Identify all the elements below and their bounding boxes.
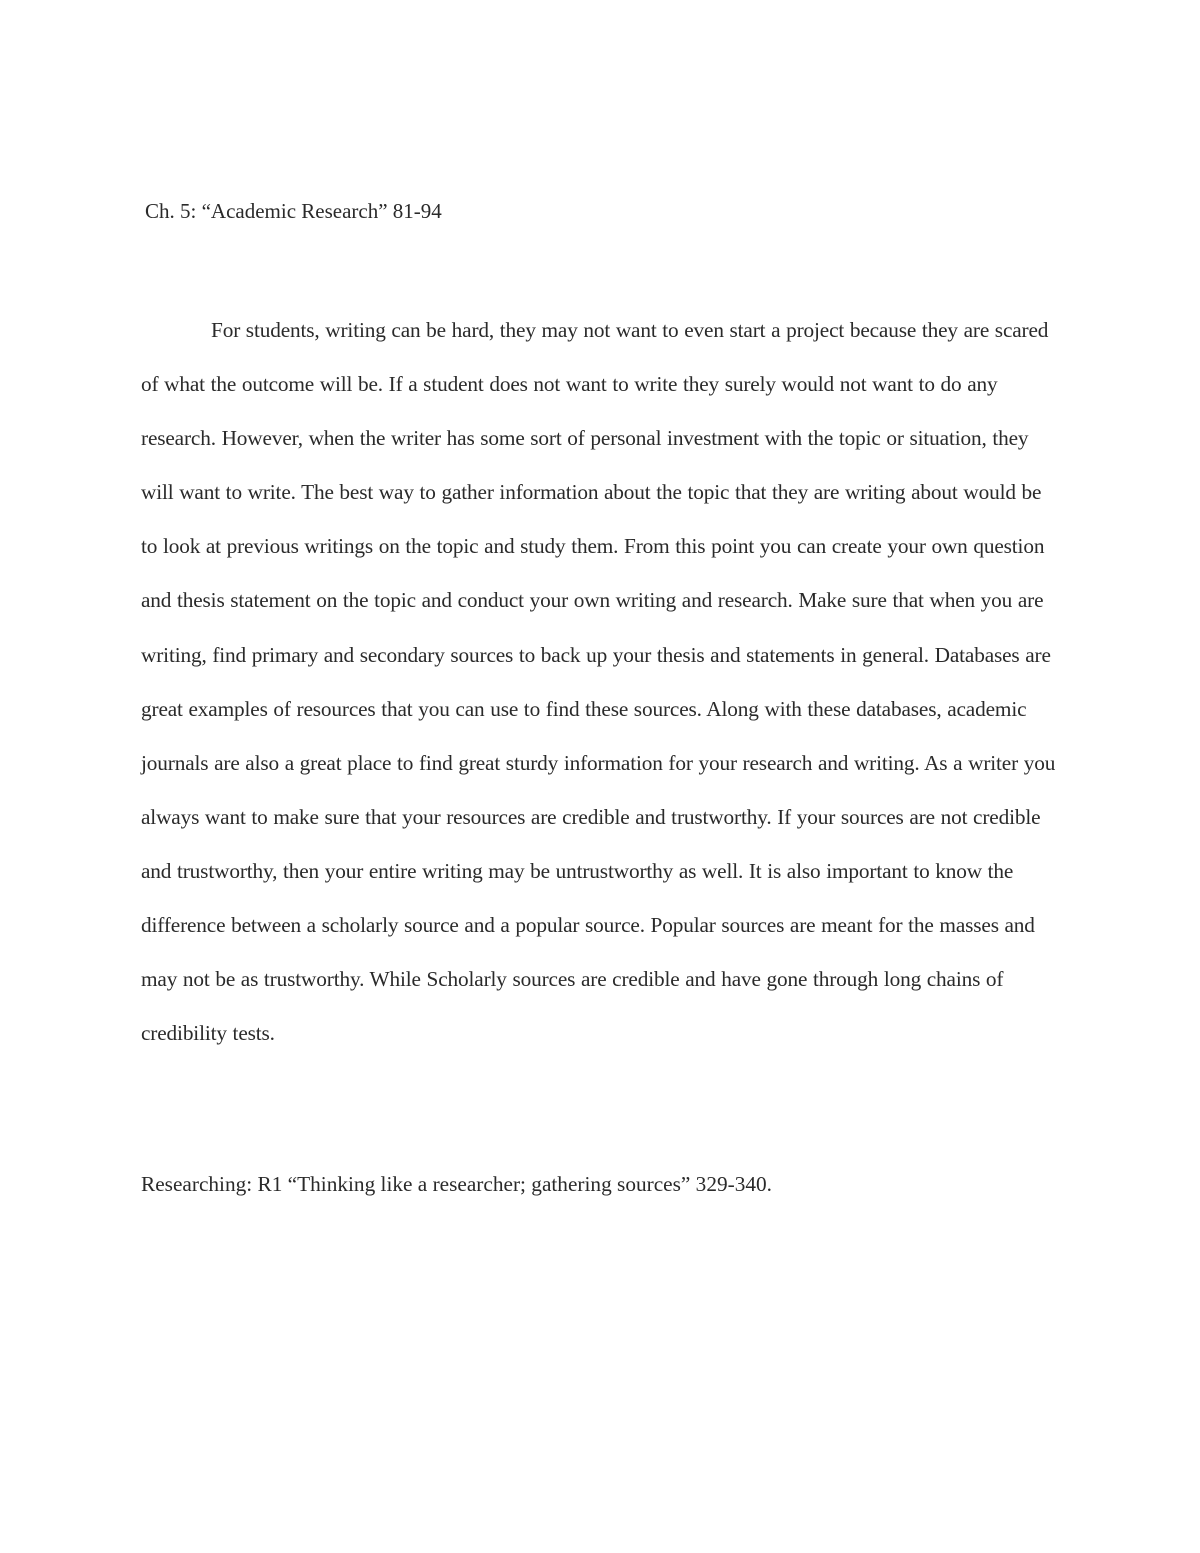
summary-paragraph: For students, writing can be hard, they may not want to even start a project because they are scared of what the outcome will be. If a student does not want to write they surely would not want to do any research. However, when the writer has some sort of personal investment with the topic or situation, they will want to write. The best way to gather information about the topic that they are writing about would be to look at previous writings on the topic and study them. From this point you can create your own question and thesis statement on the topic and conduct your own writing and research. Make sure that when you are writing, find primary and secondary sources to back up your thesis and statements in general. Databases are great examples of resources that you can use to find these sources. Along with these databases, academic journals are also a great place to find great sturdy information for your research and writing. As a writer you always want to make sure that your resources are credible and trustworthy. If your sources are not credible and trustworthy, then your entire writing may be untrustworthy as well. It is also important to know the difference between a scholarly source and a popular source. Popular sources are meant for the masses and may not be as trustworthy. While Scholarly sources are credible and have gone through long chains of credibility tests. [141, 318, 1056, 1046]
chapter-heading: Ch. 5: “Academic Research” 81-94 [145, 199, 442, 223]
research-reference: Researching: R1 “Thinking like a researcher; gathering sources” 329-340. [141, 1172, 772, 1196]
